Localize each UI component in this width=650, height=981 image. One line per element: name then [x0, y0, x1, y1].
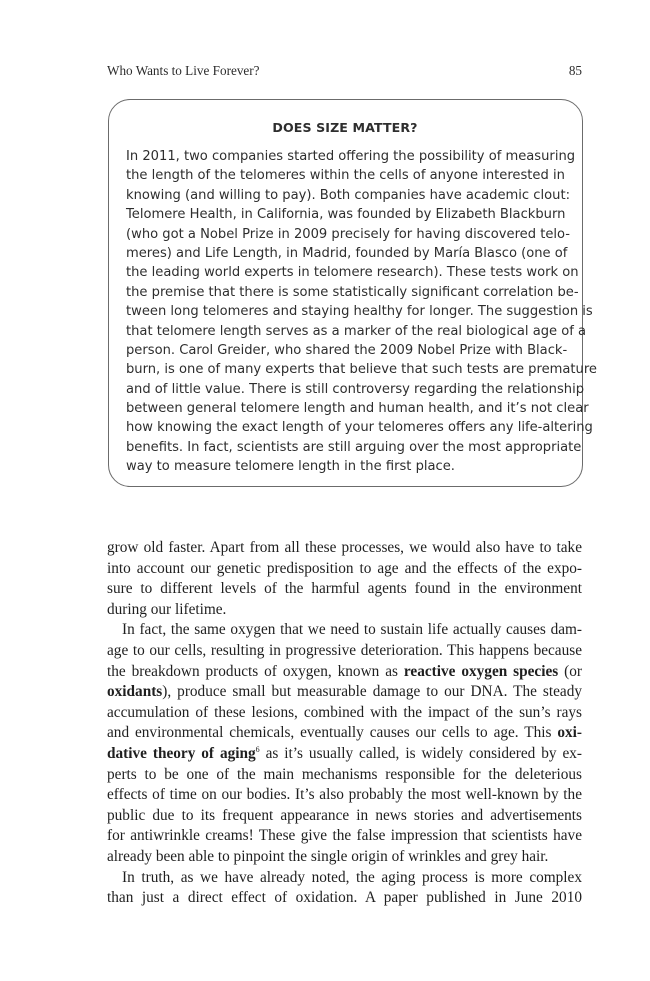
sidebar-line: knowing (and willing to pay). Both companies have academic clout: [126, 187, 570, 203]
sidebar-title: DOES SIZE MATTER? [272, 120, 418, 135]
body-text-run: ), produce small but measurable damage to our DNA. The steady [162, 683, 582, 701]
body-line: than just a direct effect of oxidation. A paper published in June 2010 [107, 889, 582, 907]
body-line [107, 662, 582, 683]
body-line: into account our genetic predisposition to age and the effects of the expo- [107, 559, 582, 577]
sidebar-line: the length of the telomeres within the cells of anyone interested in [126, 168, 565, 184]
sidebar-line: Telomere Health, in California, was founded by Elizabeth Blackburn [126, 207, 566, 223]
term-oxidative-theory-part1: oxi- [557, 724, 582, 742]
body-text-run: as it’s usually called, is widely considered by ex- [259, 744, 582, 762]
body-text-run: and environmental chemicals, eventually causes our cells to age. This [107, 724, 558, 742]
body-line: for antiwrinkle creams! These give the false impression that scientists have [107, 827, 582, 845]
term-oxidative-theory-part2: dative theory of aging [107, 744, 256, 762]
sidebar-box-does-size-matter [108, 99, 597, 487]
body-line: sure to different levels of the harmful agents found in the environment [107, 580, 582, 598]
sidebar-line: In 2011, two companies started offering the possibility of measuring [126, 149, 576, 164]
body-line: accumulation of these lesions, combined with the impact of the sun’s rays [107, 703, 582, 721]
sidebar-line: how knowing the exact length of your telomeres offers any life-altering [126, 420, 593, 436]
sidebar-line: way to measure telomere length in the first place. [126, 459, 455, 475]
sidebar-line: (who got a Nobel Prize in 2009 precisely for having discovered telo- [126, 226, 571, 242]
body-line: In fact, the same oxygen that we need to sustain life actually causes dam- [122, 621, 582, 639]
running-title: Who Wants to Live Forever? [107, 63, 260, 78]
sidebar-line: the leading world experts in telomere research). These tests work on [126, 265, 579, 281]
body-line: effects of time on our bodies. It’s also probably the most well-known by the [107, 786, 582, 804]
sidebar-line: meres) and Life Length, in Madrid, founded by María Blasco (one of [126, 245, 568, 261]
body-line: already been able to pinpoint the single origin of wrinkles and grey hair. [107, 847, 549, 865]
sidebar-line: that telomere length serves as a marker of the real biological age of a [126, 323, 587, 339]
term-reactive-oxygen-species: reactive oxygen species [403, 662, 559, 680]
body-line: age to our cells, resulting in progressive deterioration. This happens because [107, 641, 582, 659]
body-line: In truth, as we have already noted, the aging process is more complex [122, 868, 582, 886]
body-line [107, 723, 582, 744]
sidebar-line: burn, is one of many experts that believe that such tests are premature [126, 362, 597, 378]
sidebar-line: benefits. In fact, scientists are still arguing over the most appropriate [126, 439, 582, 455]
page-number: 85 [568, 63, 582, 78]
term-oxidants: oxidants [107, 683, 163, 701]
running-head [107, 63, 582, 79]
body-line: grow old faster. Apart from all these processes, we would also have to take [107, 539, 582, 556]
sidebar-line: person. Carol Greider, who shared the 2009 Nobel Prize with Black- [126, 342, 568, 358]
body-line: perts to be one of the main mechanisms responsible for the deleterious [107, 765, 582, 783]
sidebar-line: between general telomere length and human health, and it’s not clear [126, 401, 589, 417]
sidebar-line: the premise that there is some statistically significant correlation be- [126, 284, 579, 300]
body-text-run: (or [558, 662, 582, 680]
footnote-reference[interactable]: 6 [255, 744, 260, 754]
sidebar-line: and of little value. There is still controversy regarding the relationship [126, 381, 585, 397]
body-line: during our lifetime. [107, 600, 227, 618]
sidebar-line: tween long telomeres and staying healthy for longer. The suggestion is [126, 304, 593, 320]
body-line [107, 682, 582, 703]
body-line [107, 744, 582, 765]
body-line: public due to its frequent appearance in news stories and advertisements [107, 806, 582, 824]
body-text [107, 538, 582, 909]
body-text-run: the breakdown products of oxygen, known as [107, 662, 404, 680]
